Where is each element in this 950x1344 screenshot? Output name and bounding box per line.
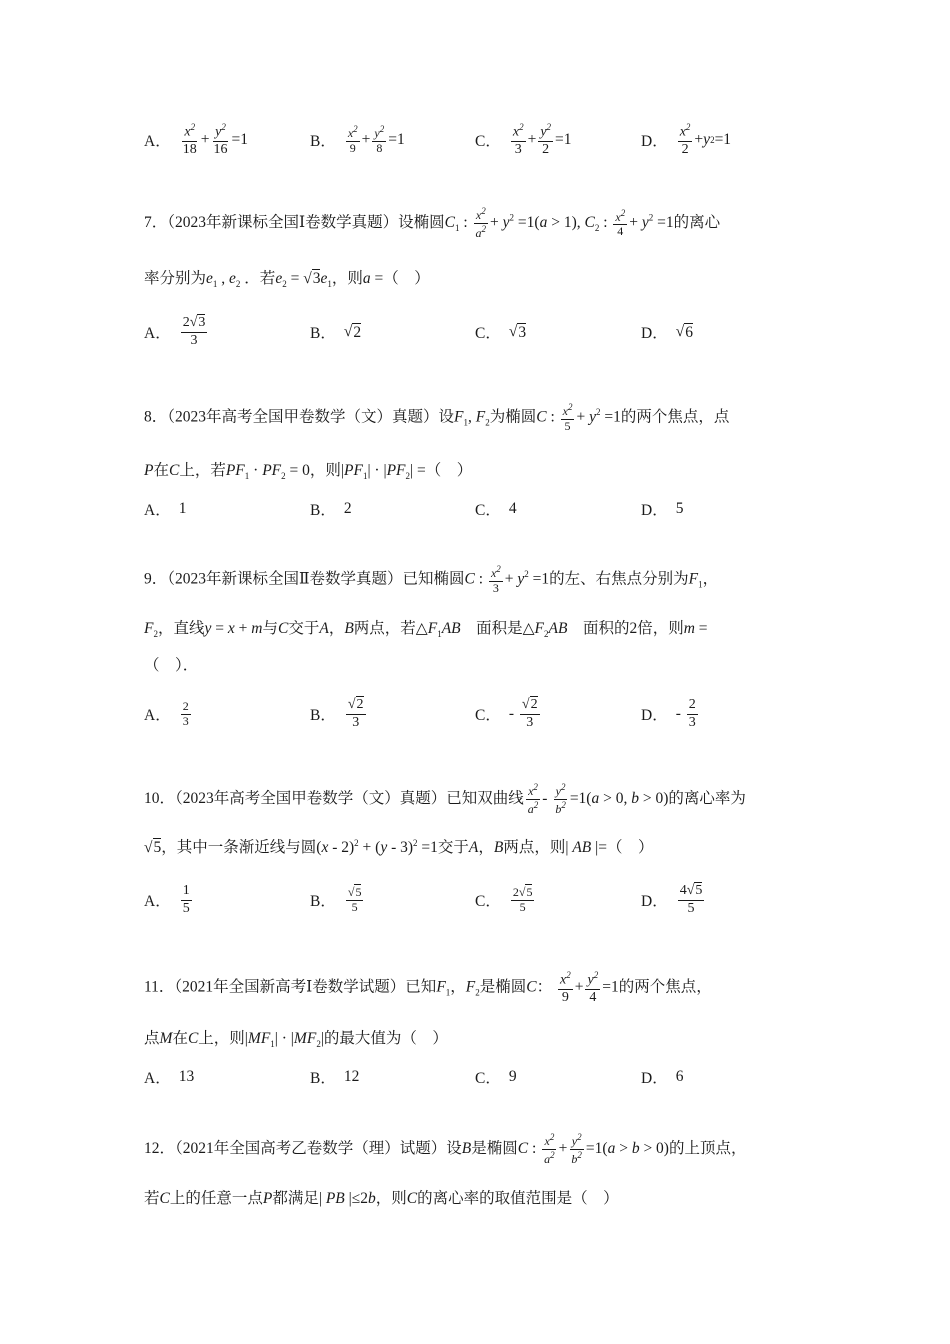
q12-stem-line-2: 若C上的任意一点P都满足| PB |≤2b，则C的离心率的取值范围是（ ） [144,1190,619,1207]
q11-option-b[interactable]: B． 12 [310,1068,360,1087]
q11-option-c[interactable]: C． 9 [475,1068,517,1087]
q8-stem-line-2: P在C上，若$PF_1 \cdot PF_2 = 0$，则$|PF_1| \cdot |PF_2|$ =（ ） [144,462,473,482]
q12-stem-line-1: 12．（2021年全国高考乙卷数学（理）试题）设B是椭圆C : $\frac{x^2}{a^2}$ + $\frac{y^2}{b^2}$ =1(a > b > 0)的上顶点， [144,1132,747,1166]
q11-options [144,1057,824,1097]
q7-option-b[interactable]: B． √ 2 [310,323,362,342]
q8-option-c[interactable]: C． 4 [475,500,517,519]
q7-stem-line-2: 率分别为$e_1$ , $e_2$ ．若$e_2 = √3e_1$，则a =（ ） [144,270,430,290]
q11-option-a[interactable]: A． 13 [144,1068,195,1087]
q8-option-d[interactable]: D． 5 [641,500,684,519]
q10-stem-line-2: √5，其中一条渐近线与圆(x - 2)$^2$ + (y - 3)$^2$ =1交于A，B两点，则| AB |=（ ） [144,838,654,857]
q6-option-a[interactable]: A． $\frac{x^2}{18}$ + $\frac{y^2}{16}$ =1 [144,122,248,157]
q7-options [144,312,824,352]
q9-option-c[interactable]: C． - $\frac{√2}{3}$ [475,697,538,730]
q6-option-d[interactable]: D． $\frac{x^2}{2}$ + y 2 =1 [641,122,732,157]
q11-stem-line-1: 11．（2021年全国新高考Ⅰ卷数学试题）已知$F_1$，$F_2$是椭圆C： $\frac{x^2}{9}$ + $\frac{y^2}{4}$ =1的两个焦点， [144,970,712,1005]
q10-stem-line-1: 10．（2023年高考全国甲卷数学（文）真题）已知双曲线 $\frac{x^2}{a^2}$ - $\frac{y^2}{b^2}$ =1(a > 0, b > 0)的离心率为 [144,782,746,816]
q9-stem-line-2: $F_2$，直线y = x + m与C交于A，B两点，若$\triangle F_1AB$ 面积是$\triangle F_2AB$ 面积的2倍，则m = [144,620,708,640]
q11-option-d[interactable]: D． 6 [641,1068,684,1087]
q7-option-d[interactable]: D． √ 6 [641,323,693,342]
q10-option-b[interactable]: B． $\frac{√5}{5}$ [310,884,362,914]
q7-option-c[interactable]: C． √ 3 [475,323,527,342]
q9-stem-line-3: （ ）． [144,657,199,674]
q10-options [144,880,824,920]
q10-option-d[interactable]: D． $\frac{4√5}{5}$ [641,883,703,916]
q6-option-c[interactable]: C． $\frac{x^2}{3}$ + $\frac{y^2}{2}$ =1 [475,122,572,157]
q8-option-a[interactable]: A． 1 [144,500,187,519]
q9-stem-line-1: 9．（2023年新课标全国Ⅱ卷数学真题）已知椭圆C : $\frac{x^2}{3}$ + $y^2 =1$的左、右焦点分别为$F_1$， [144,564,719,595]
q10-option-c[interactable]: C． $\frac{2√5}{5}$ [475,884,533,914]
q7-option-a[interactable]: A． $\frac{2√3}{3}$ [144,315,206,348]
q11-stem-line-2: 点M在C上，则$|MF_1| \cdot |MF_2|$的最大值为（ ） [144,1030,448,1050]
q8-stem-line-1: 8．（2023年高考全国甲卷数学（文）真题）设$F_1$, $F_2$为椭圆C : $\frac{x^2}{5}$ + $y^2 =1$的两个焦点，点 [144,402,730,433]
q9-option-a[interactable]: A． $\frac{2}{3}$ [144,698,189,728]
q7-stem-line-1: 7．（2023年新课标全国Ⅰ卷数学真题）设椭圆$C_1$ : $\frac{x^2}{a^2}$ + $y^2 =1(a > 1)$, $C_2$ : $\frac{x^2}{4}$ + $y^2 =1$的离心 [144,206,721,240]
q6-option-b[interactable]: B． $\frac{x^2}{9}$ + $\frac{y^2}{8}$ =1 [310,124,405,155]
q6-options [144,120,824,160]
q8-options [144,489,824,529]
q9-option-d[interactable]: D． - $\frac{2}{3}$ [641,697,696,730]
q9-option-b[interactable]: B． $\frac{√2}{3}$ [310,697,364,730]
q9-options [144,694,824,734]
q8-option-b[interactable]: B． 2 [310,500,352,519]
q10-option-a[interactable]: A． $\frac{1}{5}$ [144,883,190,916]
